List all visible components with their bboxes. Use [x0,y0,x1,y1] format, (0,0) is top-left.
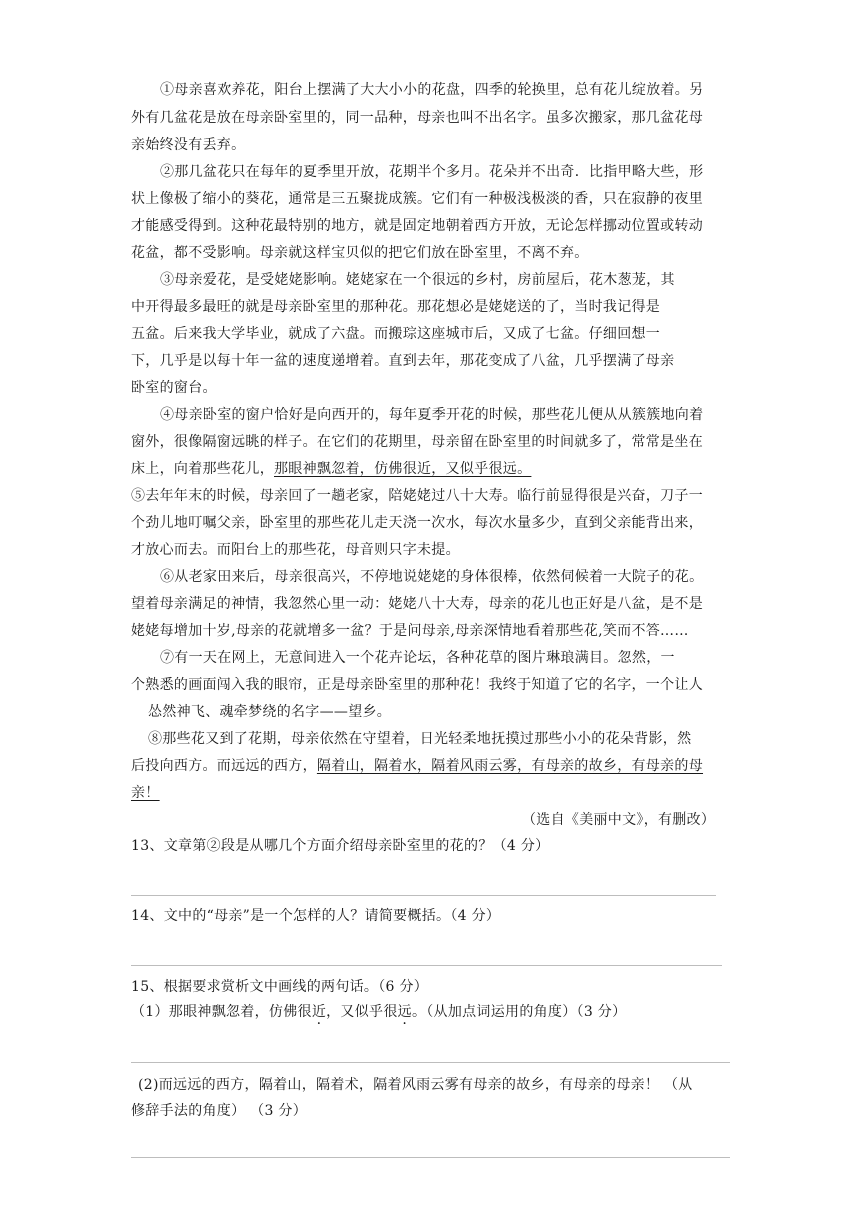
question-13: 13、文章第②段是从哪几个方面介绍母亲卧室里的花的？（4 分） [131,838,550,854]
question-15-1 [131,1004,626,1020]
passage-p3-line-3: 五盆。后来我大学毕业，就成了六盘。而搬琮这座城市后，又成了七盆。仔细回想一 [131,326,661,342]
answer-line-15-2[interactable] [131,1157,730,1158]
passage-p3-line-5: 卧室的窗台。 [131,380,217,396]
passage-p8-line-1: ⑧那些花又到了花期，母亲依然在守望着，日光轻柔地抚摸过那些小小的花朵背影，然 [148,731,692,747]
passage-p3-line-4: 下，几乎是以每十年一盆的速度递增着。直到去年，那花变成了八盆，几乎摆满了母亲 [131,353,675,369]
question-15-2-line-2: 修辞手法的角度） （3 分） [131,1103,308,1119]
passage-p5-line-3: 才放心而去。而阳台上的那些花，母音则只字未提。 [131,542,460,558]
question-14: 14、文中的“母亲”是一个怎样的人？请简要概括。（4 分） [131,908,501,924]
passage-p6-line-2: 望着母亲满足的神情，我忽然心里一动：姥姥八十大寿，母亲的花儿也正好是八盆，是不是 [131,596,703,612]
question-15-1-part-a: （1）那眼神飘忽着，仿佛很 [131,1004,312,1020]
passage-p1-line-2: 外有几盆花是放在母亲卧室里的，同一品种，母亲也叫不出名字。虽多次搬家，那几盆花母 [131,110,703,126]
passage-source: （选自《美丽中文》，有删改） [522,812,716,828]
question-15: 15、根据要求赏析文中画线的两句话。（6 分） [131,979,429,995]
passage-p1-line-1: ①母亲喜欢养花，阳台上摆满了大大小小的花盘，四季的轮换里，总有花儿绽放着。另 [160,82,704,98]
question-15-1-part-c: 。（从加点词运用的角度）（3 分） [411,1004,627,1020]
passage-p8-line-2 [131,758,703,774]
passage-p1-line-3: 亲始终没有丢弃。 [131,137,246,153]
answer-line-15-1[interactable] [131,1062,730,1063]
passage-p2-line-2: 状上像极了缩小的葵花，通常是三五聚拢成簇。它们有一种极浅极淡的香，只在寂静的夜里 [131,191,703,207]
dotted-word-far: 远 [397,1004,412,1020]
underlined-sentence-1: 那眼神飘忽着，仿佛很近，又似乎很远。 [274,461,532,477]
passage-p6-line-3: 姥姥每增加十岁,母亲的花就增多一盆？于是问母亲,母亲深情地看着那些花,笑而不答…… [131,623,689,639]
answer-line-13[interactable] [131,895,716,896]
passage-p2-line-4: 花盆，都不受影响。母亲就这样宝贝似的把它们放在卧室里，不离不弃。 [131,245,589,261]
passage-p4-line-1: ④母亲卧室的窗户恰好是向西开的，每年夏季开花的时候，那些花儿便从从簇簇地向着 [160,407,704,423]
passage-p5-line-1: ⑤去年年末的时候，母亲回了一趟老家，陪姥姥过八十大寿。临行前显得很是兴奋，刀子一 [131,488,703,504]
passage-p2-line-1: ②那几盆花只在每年的夏季里开放，花期半个多月。花朵并不出奇．比指甲略大些，形 [160,164,704,180]
dotted-word-near: 近 [311,1004,327,1020]
passage-p7-line-3: 怂然神飞、魂牵梦绕的名字——望乡。 [148,704,392,720]
passage-p8-line-2-plain: 后投向西方。而远远的西方， [131,758,317,774]
underlined-sentence-2: 隔着山，隔着水，隔着风雨云雾，有母亲的故乡，有母亲的母 [316,758,704,774]
passage-p4-line-3 [131,461,531,477]
passage-p5-line-2: 个劲儿地叮嘱父亲，卧室里的那些花儿走天浇一次水，每次水量多少，直到父亲能背出来， [131,515,703,531]
question-15-1-part-b: ，又似乎很 [326,1004,398,1020]
passage-p4-line-3-plain: 床上，向着那些花儿， [131,461,274,477]
passage-p4-line-2: 窗外，很像隔窗远眺的样子。在它们的花期里，母亲留在卧室里的时间就多了，常常是坐在 [131,434,703,450]
passage-p3-line-2: 中开得最多最旺的就是母亲卧室里的那种花。那花想必是姥姥送的了，当时我记得是 [131,299,661,315]
passage-p2-line-3: 才能感受得到。这种花最特别的地方，就是固定地朝着西方开放，无论怎样挪动位置或转动 [131,218,703,234]
passage-p8-line-3 [131,785,160,801]
passage-p7-line-2: 个熟悉的画面闯入我的眼帘，正是母亲卧室里的那种花！我终于知道了它的名字，一个让人 [131,677,703,693]
passage-p3-line-1: ③母亲爱花，是受姥姥影响。姥姥家在一个很远的乡村，房前屋后，花木葱茏，其 [160,272,675,288]
passage-p7-line-1: ⑦有一天在网上，无意间进入一个花卉论坛，各种花草的图片琳琅满目。忽然，一 [160,650,675,666]
question-15-2-line-1: (2)而远远的西方，隔着山，隔着术，隔着风雨云雾有母亲的故乡，有母亲的母亲！ （从 [138,1077,693,1093]
answer-line-14[interactable] [131,965,722,966]
underlined-sentence-2-end: 亲！ [131,785,160,801]
passage-p6-line-1: ⑥从老家田来后，母亲很高兴，不停地说姥姥的身体很棒，依然伺候着一大院子的花。 [160,569,704,585]
